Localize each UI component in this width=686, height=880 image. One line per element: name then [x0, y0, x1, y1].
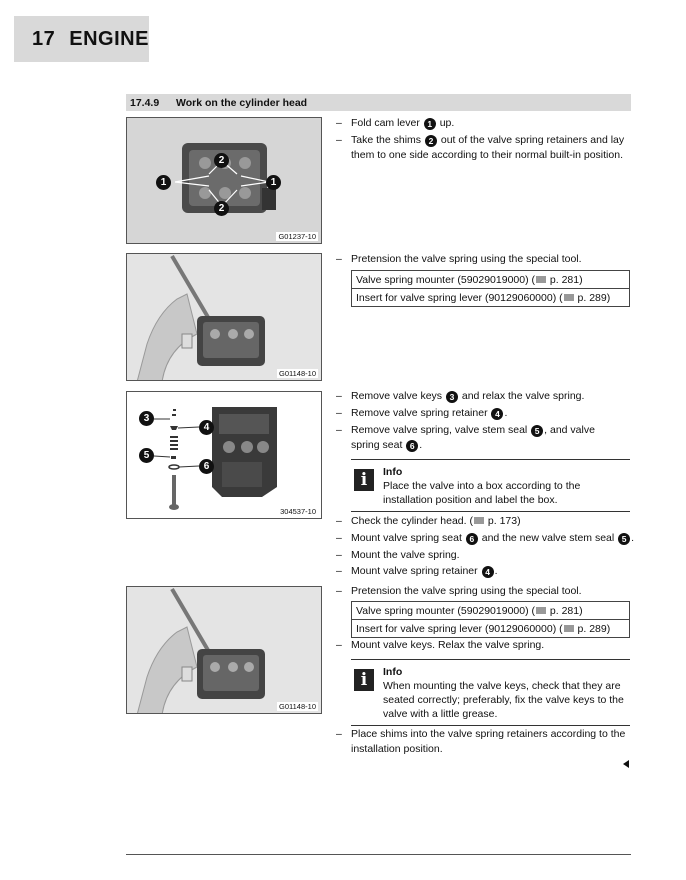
- figure-valve-spring-tool: [126, 253, 322, 381]
- tool-row: Valve spring mounter (59029019000) ( p. 281): [352, 602, 630, 620]
- ref-badge: 1: [424, 118, 436, 130]
- info-icon: i: [354, 469, 374, 491]
- valve-components-drawing: [127, 392, 322, 519]
- step-fold-cam-lever: – Fold cam lever 1 up.: [336, 117, 455, 129]
- info-icon: i: [354, 669, 374, 691]
- figure-code: G01237-10: [278, 232, 316, 241]
- figure-code: G01148-10: [279, 369, 316, 378]
- info-body: When mounting the valve keys, check that they are seated correctly; preferably, fix the valve keys to the valve with a little grease.: [383, 680, 624, 720]
- callout-5: 5: [139, 448, 154, 463]
- step-place-shims: – Place shims into the valve spring retainers according to the installation position.: [336, 728, 626, 755]
- section-heading: [126, 94, 631, 111]
- ref-badge: 6: [466, 533, 478, 545]
- info-box-1: [351, 459, 630, 512]
- tool-row: Insert for valve spring lever (90129060000) ( p. 289): [352, 620, 630, 638]
- info-box-2: [351, 659, 630, 726]
- ref-badge: 6: [406, 440, 418, 452]
- step-take-shims: – Take the shims 2 out of the valve spring retainers and lay them to one side according to their normal built-in position.: [336, 134, 625, 161]
- ref-badge: 4: [491, 408, 503, 420]
- step-mount-valve-keys: – Mount valve keys. Relax the valve spring.: [336, 639, 545, 651]
- figure-valve-spring-tool-2: [126, 586, 322, 714]
- valve-spring-tool-photo: [127, 254, 322, 381]
- ref-badge: 5: [618, 533, 630, 545]
- book-icon: [564, 294, 574, 301]
- book-icon: [474, 517, 484, 524]
- callout-2-bottom: 2: [214, 201, 229, 216]
- special-tools-table-1: [351, 270, 630, 307]
- ref-badge: 3: [446, 391, 458, 403]
- callout-1-right: 1: [266, 175, 281, 190]
- chapter-title: ENGINE: [69, 27, 149, 50]
- callout-1-left: 1: [156, 175, 171, 190]
- callout-4: 4: [199, 420, 214, 435]
- figure-cylinder-head-top: [126, 117, 322, 244]
- book-icon: [536, 276, 546, 283]
- ref-badge: 4: [482, 566, 494, 578]
- step-remove-retainer: – Remove valve spring retainer 4 .: [336, 407, 508, 419]
- step-mount-valve-spring: – Mount the valve spring.: [336, 549, 460, 561]
- chapter-number: 17: [32, 27, 56, 50]
- valve-spring-tool-photo-2: [127, 587, 322, 714]
- info-title: Info: [383, 466, 403, 478]
- chapter-header: [14, 16, 149, 62]
- end-of-section-marker-icon: [623, 760, 629, 768]
- footer-divider: [126, 854, 631, 855]
- figure-code: G01148-10: [279, 702, 316, 711]
- ref-badge: 5: [531, 425, 543, 437]
- step-check-cylinder-head: – Check the cylinder head. ( p. 173): [336, 515, 521, 527]
- book-icon: [536, 607, 546, 614]
- figure-code: 304537-10: [280, 507, 316, 516]
- info-body: Place the valve into a box according to the installation position and label the box.: [383, 480, 581, 506]
- book-icon: [564, 625, 574, 632]
- info-title: Info: [383, 666, 403, 678]
- section-title: Work on the cylinder head: [176, 96, 308, 109]
- special-tools-table-2: [351, 601, 630, 638]
- ref-badge: 2: [425, 135, 437, 147]
- step-pretension-2: – Pretension the valve spring using the special tool.: [336, 585, 582, 597]
- page-link[interactable]: p. 173): [484, 515, 521, 527]
- step-remove-valve-keys: – Remove valve keys 3 and relax the valve spring.: [336, 390, 585, 402]
- step-mount-retainer: – Mount valve spring retainer 4 .: [336, 565, 498, 577]
- tool-row: Insert for valve spring lever (90129060000) ( p. 289): [352, 289, 630, 307]
- section-number: 17.4.9: [130, 96, 160, 109]
- tool-row: Valve spring mounter (59029019000) ( p. 281): [352, 271, 630, 289]
- step-mount-spring-seat: – Mount valve spring seat 6 and the new valve stem seal 5 .: [336, 532, 635, 544]
- step-pretension-1: – Pretension the valve spring using the special tool.: [336, 253, 582, 265]
- callout-2-top: 2: [214, 153, 229, 168]
- figure-valve-components: [126, 391, 322, 519]
- step-remove-valve-spring: – Remove valve spring, valve stem seal 5 , and valve spring seat 6 .: [336, 424, 595, 451]
- callout-3: 3: [139, 411, 154, 426]
- callout-6: 6: [199, 459, 214, 474]
